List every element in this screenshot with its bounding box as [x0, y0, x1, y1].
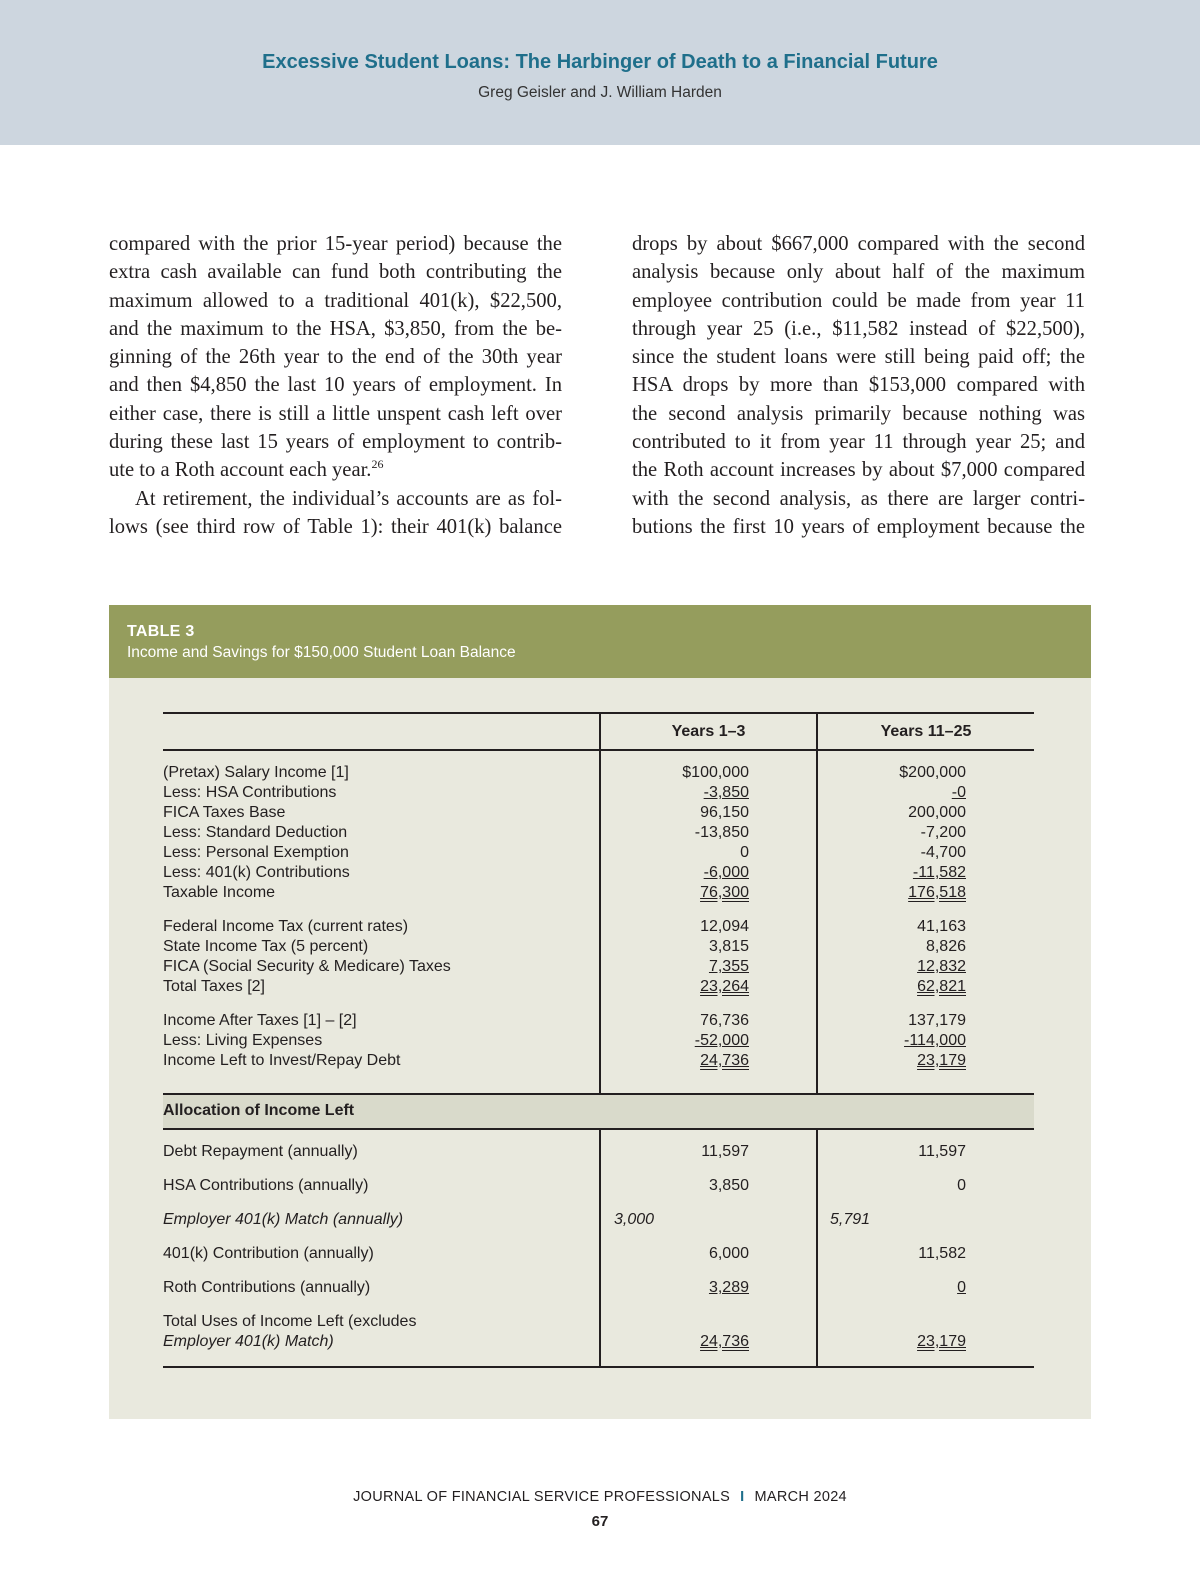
row-label: Less: Standard Deduction [163, 824, 348, 841]
issue-date: MARCH 2024 [754, 1489, 847, 1505]
body-line: either case, there is still a little unspent cash left over [109, 402, 562, 425]
cell-value: 0 [740, 844, 749, 861]
row-label: 401(k) Contribution (annually) [163, 1245, 374, 1262]
row-label: Total Uses of Income Left (excludes [163, 1313, 417, 1330]
cell-value: 23,179 [917, 1333, 966, 1350]
footnote-ref: 26 [371, 457, 384, 472]
footer-separator: I [740, 1489, 745, 1505]
row-label: State Income Tax (5 percent) [163, 938, 369, 955]
row-label: FICA Taxes Base [163, 804, 286, 821]
body-line: and the maximum to the HSA, $3,850, from the be- [109, 317, 562, 340]
journal-name: JOURNAL OF FINANCIAL SERVICE PROFESSIONALS [353, 1489, 731, 1505]
cell-value: -4,700 [920, 844, 966, 861]
body-line: the second analysis primarily because nothing was [632, 402, 1085, 425]
row-label: Federal Income Tax (current rates) [163, 918, 409, 935]
body-line: the Roth account increases by about $7,000 compared [632, 459, 1085, 482]
row-label: Total Taxes [2] [163, 978, 265, 995]
cell-value: 200,000 [908, 804, 966, 821]
body-line: with the second analysis, as there are larger contri- [632, 487, 1085, 510]
page-number: 67 [591, 1513, 609, 1530]
cell-value: -11,582 [912, 864, 966, 881]
cell-value: 11,582 [918, 1245, 966, 1262]
article-authors: Greg Geisler and J. William Harden [478, 84, 722, 101]
body-line: At retirement, the individual’s accounts are as fol- [135, 487, 562, 510]
body-line: contributed to it from year 11 through year 25; and [632, 431, 1085, 454]
cell-value: 3,000 [614, 1211, 655, 1228]
body-line: lows (see third row of Table 1): their 401(k) balance [109, 515, 562, 538]
body-line: employee contribution could be made from year 11 [632, 289, 1085, 312]
cell-value: 176,518 [908, 884, 966, 901]
cell-value: 6,000 [708, 1245, 749, 1262]
cell-value: -114,000 [904, 1032, 966, 1049]
cell-value: 8,826 [925, 938, 966, 955]
body-line: ginning of the 26th year to the end of the 30th year [109, 346, 562, 369]
cell-value: -52,000 [694, 1032, 749, 1049]
row-label: (Pretax) Salary Income [1] [163, 764, 349, 781]
cell-value: 3,850 [708, 1177, 749, 1194]
cell-value: 5,791 [830, 1211, 871, 1228]
body-column-right [632, 230, 1085, 541]
cell-value: 76,736 [700, 1012, 749, 1029]
cell-value: 76,300 [700, 884, 749, 901]
row-label: Employer 401(k) Match (annually) [163, 1211, 404, 1228]
cell-value: 137,179 [908, 1012, 966, 1029]
body-column-left [109, 230, 562, 541]
cell-value: 96,150 [700, 804, 749, 821]
row-label: Income After Taxes [1] – [2] [163, 1012, 357, 1029]
column-header-years-1-3: Years 1–3 [671, 723, 746, 740]
body-line: analysis because only about half of the maximum [632, 261, 1085, 284]
cell-value: 7,355 [708, 958, 749, 975]
row-label: Debt Repayment (annually) [163, 1143, 358, 1160]
row-label: Employer 401(k) Match) [163, 1333, 334, 1350]
body-line: HSA drops by more than $153,000 compared with [632, 374, 1085, 397]
body-line: extra cash available can fund both contributing the [109, 261, 562, 284]
row-label: FICA (Social Security & Medicare) Taxes [163, 958, 451, 975]
body-line: and then $4,850 the last 10 years of employment. In [109, 374, 562, 397]
body-line: through year 25 (i.e., $11,582 instead of $22,500), [632, 317, 1085, 340]
cell-value: 12,094 [700, 918, 749, 935]
cell-value: 3,289 [708, 1279, 749, 1296]
allocation-header: Allocation of Income Left [163, 1102, 355, 1119]
row-label: Taxable Income [163, 884, 276, 901]
cell-value: 24,736 [700, 1052, 749, 1069]
body-line: drops by about $667,000 compared with the second [632, 233, 1085, 255]
cell-value: 24,736 [700, 1333, 749, 1350]
article-title: Excessive Student Loans: The Harbinger of Death to a Financial Future [262, 51, 938, 73]
cell-value: 0 [957, 1279, 966, 1296]
row-label: HSA Contributions (annually) [163, 1177, 369, 1194]
cell-value: 11,597 [701, 1143, 749, 1160]
row-label: Income Left to Invest/Repay Debt [163, 1052, 401, 1069]
body-line: butions the first 10 years of employment because the [632, 515, 1085, 538]
body-line: compared with the prior 15-year period) because the [109, 233, 562, 255]
cell-value: -13,850 [694, 824, 749, 841]
page-footer [0, 1489, 1200, 1505]
cell-value: -0 [951, 784, 966, 801]
row-label: Less: Living Expenses [163, 1032, 323, 1049]
cell-value: 3,815 [708, 938, 749, 955]
cell-value: 12,832 [917, 958, 966, 975]
running-header [0, 0, 1200, 145]
table-caption: Income and Savings for $150,000 Student Loan Balance [127, 644, 516, 661]
cell-value: 23,264 [700, 978, 749, 995]
cell-value: 0 [957, 1177, 966, 1194]
cell-value: 62,821 [917, 978, 966, 995]
body-line: since the student loans were still being paid off; the [632, 346, 1085, 369]
cell-value: $200,000 [899, 764, 966, 781]
cell-value: -3,850 [703, 784, 749, 801]
cell-value: 11,597 [918, 1143, 966, 1160]
body-line: ute to a Roth account each year.$^{26}$ [109, 457, 384, 482]
table-header-bar [109, 605, 1091, 678]
row-label: Roth Contributions (annually) [163, 1279, 371, 1296]
body-line: during these last 15 years of employment to contrib- [109, 431, 562, 454]
table-3 [109, 605, 1091, 1419]
row-label: Less: 401(k) Contributions [163, 864, 350, 881]
cell-value: -7,200 [920, 824, 966, 841]
column-header-years-11-25: Years 11–25 [880, 723, 972, 740]
cell-value: $100,000 [682, 764, 749, 781]
cell-value: -6,000 [703, 864, 749, 881]
cell-value: 23,179 [917, 1052, 966, 1069]
cell-value: 41,163 [917, 918, 966, 935]
table-label: TABLE 3 [127, 623, 195, 640]
row-label: Less: Personal Exemption [163, 844, 349, 861]
row-label: Less: HSA Contributions [163, 784, 337, 801]
body-line: maximum allowed to a traditional 401(k), $22,500, [109, 289, 562, 312]
